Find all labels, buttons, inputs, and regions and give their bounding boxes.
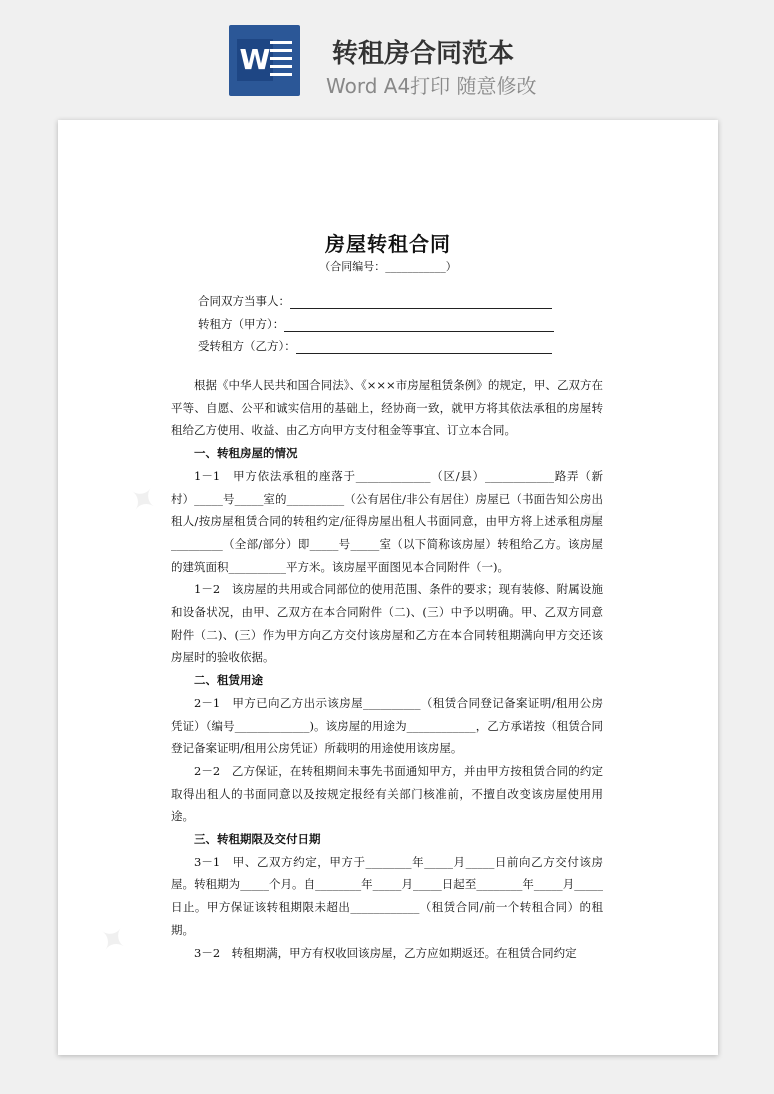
clause-2-1: 2－1 甲方已向乙方出示该房屋__________（租赁合同登记备案证明/租用公房凭证）（编号_____________)。该房屋的用途为____________，乙方承诺按（租赁合同登记备案证明/租用公房凭证）所载明的用途使用该房屋。	[171, 695, 603, 756]
watermark: ✦	[89, 915, 136, 965]
clause-1-2: 1－2 该房屋的共用或合同部位的使用范围、条件的要求；现有装修、附属设施和设备状况，由甲、乙双方在本合同附件（二)、(三）中予以明确。甲、乙双方同意附件（二)、(三）作为甲方向乙方交付该房屋和乙方在本合同转租期满向甲方交还该房屋时的验收依据。	[171, 582, 603, 665]
clause-3-1: 3－1 甲、乙双方约定，甲方于________年_____月_____日前向乙方交付该房屋。转租期为_____个月。自________年_____月_____日起至________年_____月_____日止。甲方保证该转租期限未超出____________（租赁合同/前一个转租合同）的租期。	[171, 854, 603, 937]
section-heading: 一、转租房屋的情况	[194, 446, 298, 461]
party-line	[198, 338, 552, 354]
paragraph-preamble: 根据《中华人民共和国合同法》、《×××市房屋租赁条例》的规定，甲、乙双方在平等、自愿、公平和诚实信用的基础上，经协商一致，就甲方将其依法承租的房屋转租给乙方使用、收益、由乙方向甲方支付租金等事宜、订立本合同。	[171, 378, 603, 438]
party-blank	[284, 319, 554, 332]
watermark: ✦	[119, 475, 166, 525]
party-label: 转租方（甲方）：	[198, 317, 285, 331]
section-heading: 二、租赁用途	[194, 673, 263, 688]
document-title: 房屋转租合同	[325, 232, 451, 256]
word-icon-lines	[270, 41, 292, 81]
contract-number: （合同编号：___________）	[319, 260, 457, 273]
party-line	[198, 293, 552, 309]
party-blank	[296, 341, 552, 354]
document-body	[171, 374, 603, 964]
section-heading: 三、转租期限及交付日期	[194, 832, 321, 847]
word-icon	[229, 25, 300, 96]
clause-1-1: 1－1 甲方依法承租的座落于_____________（区/县）____________路弄（新村）_____号_____室的__________（公有居住/非公有居住）房屋已（书面告知公房出租人/按房屋租赁合同的转租约定/征得房屋出租人书面同意，由甲方将上述承租房屋_________（全部/部分）即_____号_____室（以下简称该房屋）转租给乙方。该房屋的建筑面积__________平方米。该房屋平面图见本合同附件（一)。	[171, 468, 603, 574]
document-page	[58, 120, 718, 1055]
banner	[0, 0, 774, 115]
watermark: ✦	[569, 495, 616, 545]
party-line	[198, 316, 554, 332]
banner-title: 转租房合同范本	[332, 39, 515, 69]
party-label: 合同双方当事人：	[198, 294, 290, 308]
word-icon-letter: W	[237, 39, 273, 81]
party-blank	[290, 296, 552, 309]
clause-3-2: 3－2 转租期满，甲方有权收回该房屋，乙方应如期返还。在租赁合同约定	[194, 945, 577, 960]
party-label: 受转租方（乙方）：	[198, 339, 296, 353]
banner-subtitle: Word A4打印 随意修改	[326, 74, 537, 98]
clause-2-2: 2－2 乙方保证，在转租期间未事先书面通知甲方，并由甲方按租赁合同的约定取得出租人的书面同意以及按规定报经有关部门核准前，不擅自改变该房屋使用用途。	[171, 763, 603, 824]
